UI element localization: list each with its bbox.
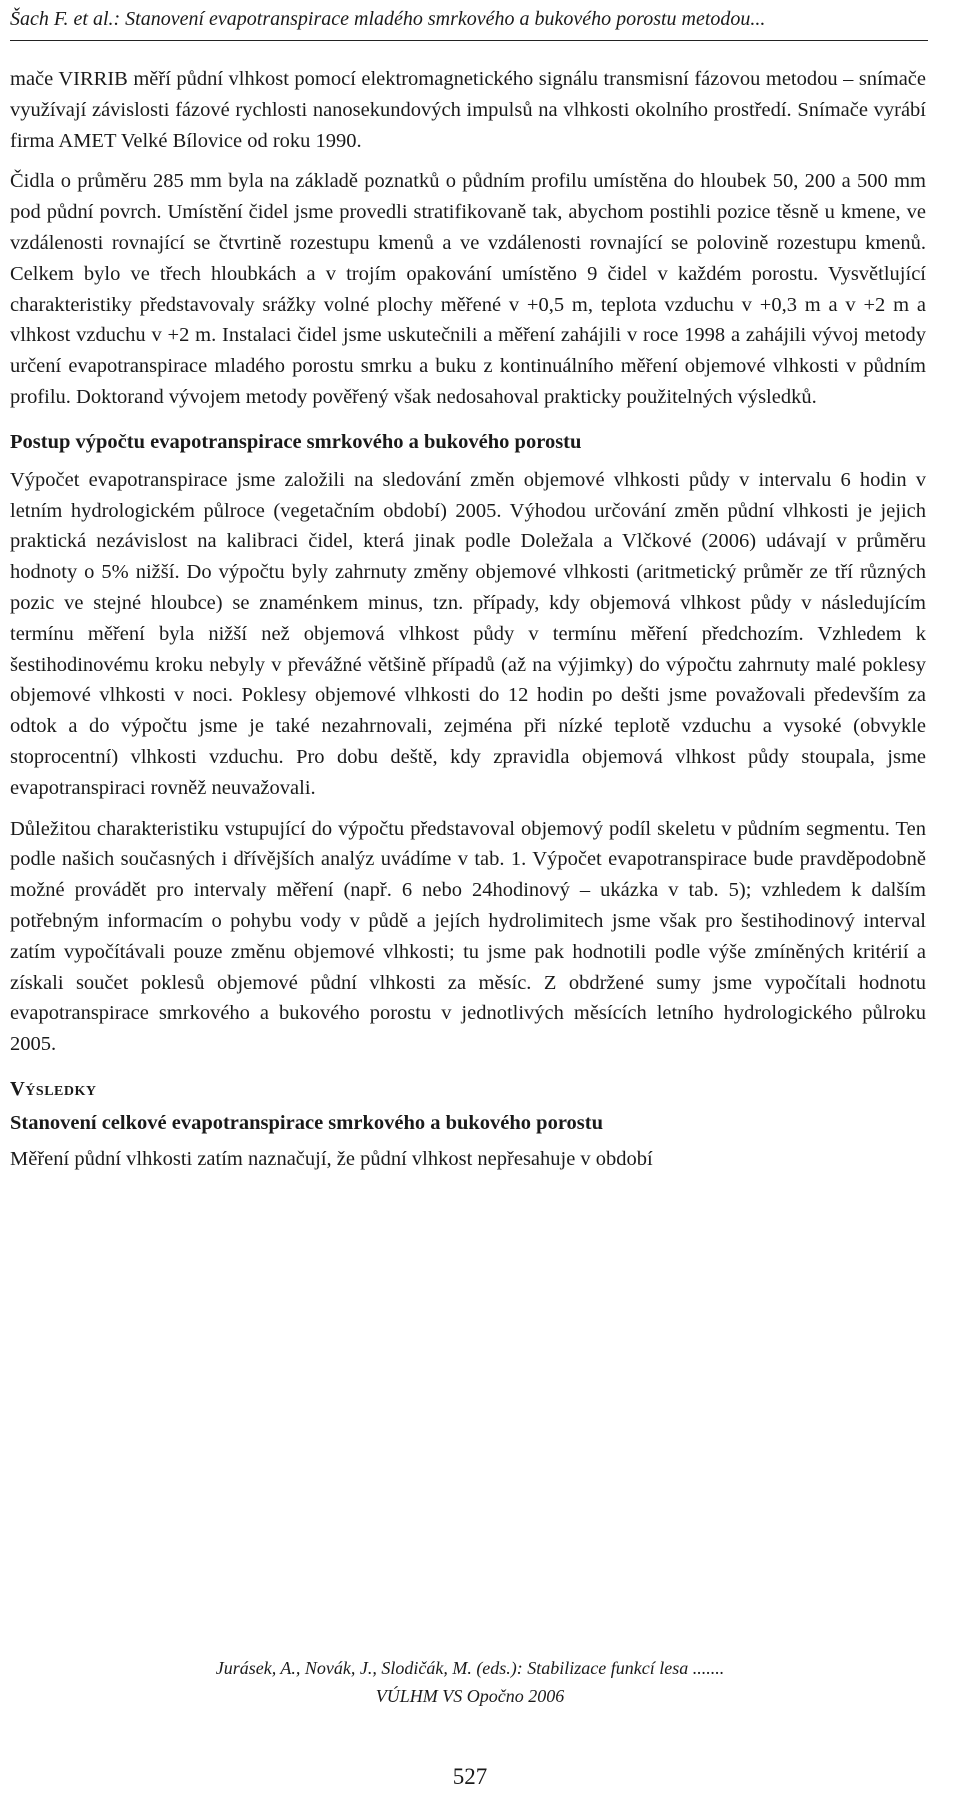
footer <box>10 1654 930 1710</box>
paragraph-sensor-description: mače VIRRIB měří půdní vlhkost pomocí elektromagnetického signálu transmisní fázovou metodou – snímače využívají závislosti fázové rychlosti nanosekundových impulsů na vlhkosti okolního prostředí. Snímače vyrábí firma AMET Velké Bílovice od roku 1990. <box>10 68 926 152</box>
body-text <box>10 64 926 1185</box>
footer-citation: Jurásek, A., Novák, J., Slodičák, M. (eds.): Stabilizace funkcí lesa ....... <box>215 1658 725 1678</box>
header-rule <box>10 40 928 41</box>
section-heading-postup: Postup výpočtu evapotranspirace smrkového a bukového porostu <box>10 430 582 453</box>
page-number: 527 <box>452 1764 488 1789</box>
document-page <box>10 0 930 1809</box>
running-header: Šach F. et al.: Stanovení evapotranspirace mladého smrkového a bukového porostu metodou... <box>10 8 766 30</box>
paragraph-results-start: Měření půdní vlhkosti zatím naznačují, že půdní vlhkost nepřesahuje v období <box>10 1147 653 1170</box>
footer-publisher: VÚLHM VS Opočno 2006 <box>375 1686 565 1706</box>
paragraph-skeleton-fraction: Důležitou charakteristiku vstupující do výpočtu představoval objemový podíl skeletu v půdním segmentu. Ten podle našich současných i dřívějších analýz uvádíme v tab. 1. Výpočet evapotranspirace bude pravděpodobně možné provádět pro intervaly měření (např. 6 nebo 24hodinový – ukázka v tab. 5); vzhledem k dalším potřebným informacím o pohybu vody v půdě a jejích hydrolimitech jsme však pro šestihodinový interval zatím vypočítávali pouze změnu objemové vlhkosti; tu jsme pak hodnotili podle výše zmíněných kritérií a získali součet poklesů objemové půdní vlhkosti za měsíc. Z obdržené sumy jsme vypočítali hodnotu evapotranspirace smrkového a bukového porostu v jednotlivých měsících letního hydrologického půlroku 2005. <box>10 817 926 1056</box>
subsection-heading-stanoveni: Stanovení celkové evapotranspirace smrkového a bukového porostu <box>10 1111 604 1134</box>
paragraph-calculation-method: Výpočet evapotranspirace jsme založili na sledování změn objemové vlhkosti půdy v intervalu 6 hodin v letním hydrologickém půlroce (vegetačním období) 2005. Výhodou určování změn půdní vlhkosti je jejich praktická nezávislost na kalibraci čidel, která jinak podle Doležala a Vlčkové (2006) udávají v průměru hodnoty o 5% nižší. Do výpočtu byly zahrnuty změny objemové vlhkosti (aritmetický průměr ze tří různých pozic ve stejné hloubce) se znaménkem minus, tzn. případy, kdy objemová vlhkost půdy v následujícím termínu měření byla nižší než objemová vlhkost půdy v termínu měření předchozím. Vzhledem k šestihodinovému kroku nebyly v převážné většině případů (až na výjimky) do výpočtu zahrnuty malé poklesy objemové vlhkosti v noci. Poklesy objemové vlhkosti do 12 hodin po dešti jsme považovali především za odtok a do výpočtu jsme je také nezahrnovali, zejména při nízké teplotě vzduchu a vysoké (obvykle stoprocentní) vlhkosti vzduchu. Pro dobu deště, kdy zpravidla objemová vlhkost půdy stoupala, jsme evapotranspiraci rovněž neuvažovali. <box>10 468 926 799</box>
section-heading-vysledky: Výsledky <box>10 1077 97 1100</box>
paragraph-sensor-placement: Čidla o průměru 285 mm byla na základě poznatků o půdním profilu umístěna do hloubek 50, 200 a 500 mm pod půdní povrch. Umístění čidel jsme provedli stratifikovaně tak, abychom postihli pozice těsně u kmene, ve vzdálenosti rovnající se čtvrtině rozestupu kmenů a ve vzdálenosti rovnající se polovině rozestupu kmenů. Celkem bylo ve třech hloubkách a v trojím opakování umístěno 9 čidel v každém porostu. Vysvětlující charakteristiky představovaly srážky volné plochy měřené v +0,5 m, teplota vzduchu v +0,3 m a v +2 m a vlhkost vzduchu v +2 m. Instalaci čidel jsme uskutečnili a měření zahájili v roce 1998 a zahájili vývoj metody určení evapotranspirace mladého porostu smrku a buku z kontinuálního měření objemové vlhkosti v půdním profilu. Doktorand vývojem metody pověřený však nedosahoval prakticky použitelných výsledků. <box>10 170 926 408</box>
